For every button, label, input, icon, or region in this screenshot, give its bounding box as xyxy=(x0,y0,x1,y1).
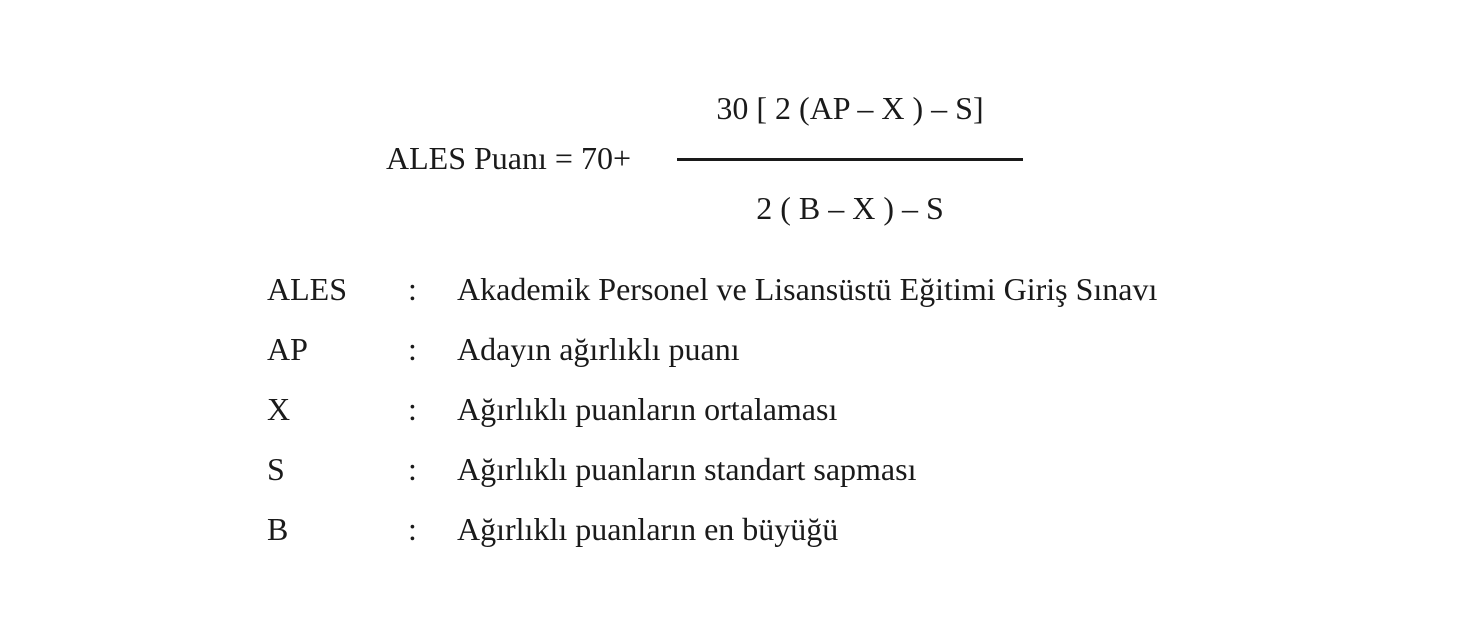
legend-term: ALES xyxy=(267,271,347,307)
legend-separator: : xyxy=(408,391,417,427)
legend-term: AP xyxy=(267,331,308,367)
legend-description: Adayın ağırlıklı puanı xyxy=(457,331,740,367)
legend-term: B xyxy=(267,511,289,547)
formula-left-side: ALES Puanı = 70+ xyxy=(386,140,631,176)
legend-term: S xyxy=(267,451,285,487)
legend-description: Ağırlıklı puanların standart sapması xyxy=(457,451,917,487)
legend-separator: : xyxy=(408,331,417,367)
legend-separator: : xyxy=(408,271,417,307)
legend-row xyxy=(0,449,1463,489)
legend-row xyxy=(0,389,1463,429)
legend-separator: : xyxy=(408,451,417,487)
legend-description: Ağırlıklı puanların ortalaması xyxy=(457,391,838,427)
legend-separator: : xyxy=(408,511,417,547)
legend-description: Akademik Personel ve Lisansüstü Eğitimi Giriş Sınavı xyxy=(457,271,1158,307)
legend-description: Ağırlıklı puanların en büyüğü xyxy=(457,511,839,547)
legend-term: X xyxy=(267,391,291,427)
formula-denominator: 2 ( B – X ) – S xyxy=(756,190,944,226)
legend-row xyxy=(0,329,1463,369)
legend-row xyxy=(0,269,1463,309)
legend-row xyxy=(0,509,1463,549)
formula-numerator: 30 [ 2 (AP – X ) – S] xyxy=(716,90,984,126)
fraction-bar xyxy=(677,158,1023,161)
